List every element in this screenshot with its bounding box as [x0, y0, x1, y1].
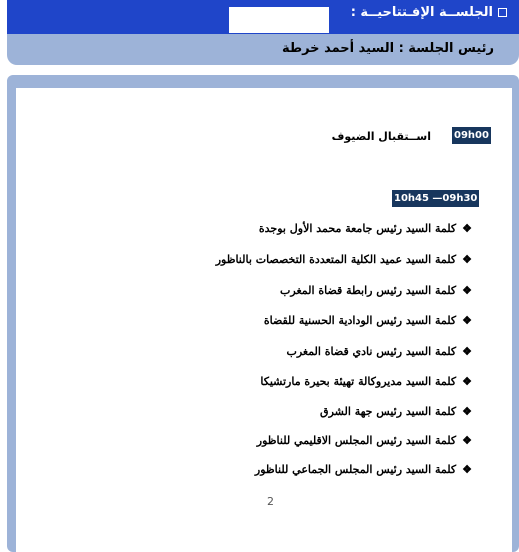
speech-item: ❖كلمة السيد مديروكالة تهيئة بحيرة مارتشيكا: [260, 375, 472, 388]
diamond-bullet-icon: ❖: [462, 222, 472, 235]
speeches-time-badge: 10h45 —09h30: [392, 190, 479, 207]
speech-item: ❖كلمة السيد رئيس المجلس الاقليمي للناظور: [256, 434, 472, 447]
speech-item: ❖كلمة السيد رئيس المجلس الجماعي للناظور: [254, 463, 472, 476]
page-number: 2: [267, 495, 274, 508]
speech-item: ❖كلمة السيد رئيس نادي قضاة المغرب: [286, 345, 472, 358]
session-title-text: الجلســة الإفـتتاحيــة :: [350, 5, 493, 20]
diamond-bullet-icon: ❖: [462, 284, 472, 297]
speech-item: ❖كلمة السيد عميد الكلية المتعددة التخصصات بالناظور: [215, 253, 472, 266]
speech-item: ❖كلمة السيد رئيس رابطة قضاة المغرب: [280, 284, 472, 297]
reception-time-badge: 09h00: [452, 127, 491, 144]
diamond-bullet-icon: ❖: [462, 463, 472, 476]
diamond-bullet-icon: ❖: [462, 314, 472, 327]
blank-box: [229, 7, 329, 33]
speech-item: ❖كلمة السيد رئيس جهة الشرق: [320, 405, 472, 418]
diamond-bullet-icon: ❖: [462, 375, 472, 388]
speech-item: ❖كلمة السيد رئيس الودادية الحسنية للقضاة: [263, 314, 472, 327]
diamond-bullet-icon: ❖: [462, 434, 472, 447]
session-title: [351, 5, 507, 20]
diamond-bullet-icon: ❖: [462, 345, 472, 358]
session-president: رئيس الجلسة : السيد أحمد خرطة: [281, 41, 494, 56]
president-bar: [7, 34, 519, 65]
diamond-bullet-icon: ❖: [462, 253, 472, 266]
checkbox-icon: [498, 8, 507, 17]
speech-item: ❖كلمة السيد رئيس جامعة محمد الأول بوجدة: [258, 222, 472, 235]
reception-label: اســتقبال الضيوف: [331, 130, 431, 143]
diamond-bullet-icon: ❖: [462, 405, 472, 418]
